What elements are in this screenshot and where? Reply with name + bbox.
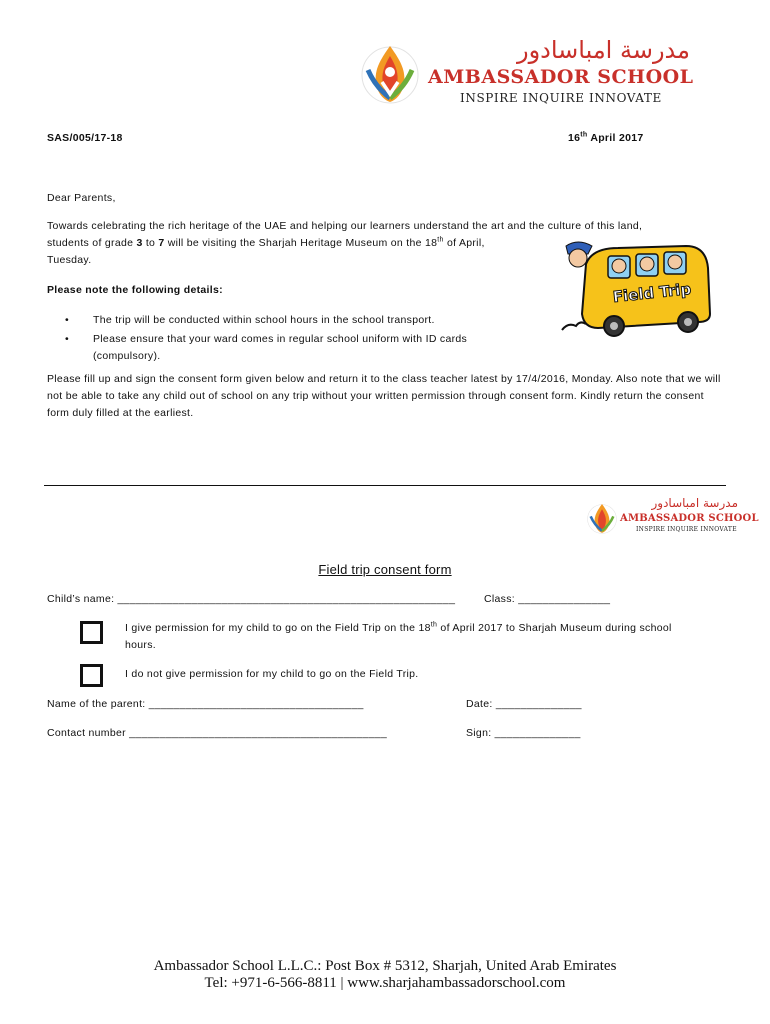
intro-text: of April, — [443, 237, 485, 249]
intro-line-1: Towards celebrating the rich heritage of the UAE and helping our learners understand the art and the culture of this land, — [47, 220, 643, 232]
intro-text: will be visiting the Sharjah Heritage Museum on the 18 — [164, 237, 438, 249]
flame-emblem-icon — [360, 42, 420, 108]
bullet: • — [65, 314, 69, 326]
date-field[interactable]: Date: ______________ — [466, 698, 582, 710]
date-suffix: th — [580, 131, 588, 139]
reference-number: SAS/005/17-18 — [47, 132, 123, 144]
permission-give-checkbox[interactable] — [80, 621, 103, 644]
intro-line-2 — [47, 235, 485, 252]
permission-deny-label: I do not give permission for my child to go on the Field Trip. — [125, 668, 419, 680]
class-field[interactable]: Class: _______________ — [484, 593, 611, 605]
school-tagline: INSPIRE INQUIRE INNOVATE — [636, 526, 737, 533]
cut-line — [44, 485, 726, 486]
intro-sup: th — [437, 236, 444, 244]
option-sup: th — [430, 621, 438, 629]
letter-date — [568, 130, 644, 147]
option-text: I give permission for my child to go on the Field Trip on the 18 — [125, 622, 431, 634]
date-rest: April 2017 — [590, 132, 644, 144]
school-logo-small — [586, 496, 759, 538]
contact-number-field[interactable]: Contact number __________________________________________ — [47, 727, 387, 739]
closing-paragraph: Please fill up and sign the consent form given below and return it to the class teacher latest by 17/4/2016, Monday. Also note that we will not be able to take any child out of school on any trip without your written permission through consent form. Kindly return the consent form duly filled at the earliest. — [47, 373, 721, 419]
permission-give-label — [125, 620, 672, 637]
school-logo — [360, 36, 700, 110]
intro-line-3: Tuesday. — [47, 254, 92, 266]
permission-deny-checkbox[interactable] — [80, 664, 103, 687]
footer-contact: Tel: +971-6-566-8811 | www.sharjahambassadorschool.com — [204, 975, 566, 991]
childs-name-field[interactable]: Child’s name: _______________________________________________________ — [47, 593, 456, 605]
detail-text: Please ensure that your ward comes in regular school uniform with ID cards (compulsory). — [93, 333, 468, 362]
school-arabic-name: مدرسة امباسادور — [651, 496, 738, 510]
school-name: AMBASSADOR SCHOOL — [620, 513, 759, 524]
details-list — [47, 312, 517, 365]
bus-sign: Field Trip — [612, 279, 692, 307]
school-name: AMBASSADOR SCHOOL — [428, 66, 694, 88]
flame-emblem-icon — [586, 502, 618, 536]
sign-field[interactable]: Sign: ______________ — [466, 727, 581, 739]
grade-to: 7 — [158, 237, 165, 249]
bullet: • — [65, 333, 69, 345]
option-text: of April 2017 to Sharjah Museum during school — [437, 622, 672, 634]
intro-text: students of grade — [47, 237, 137, 249]
salutation: Dear Parents, — [47, 192, 116, 204]
list-item — [47, 312, 517, 329]
grade-from: 3 — [136, 237, 143, 249]
field-trip-bus-illustration — [548, 234, 718, 344]
footer-address: Ambassador School L.L.C.: Post Box # 5312, Sharjah, United Arab Emirates — [153, 958, 617, 974]
school-tagline: INSPIRE INQUIRE INNOVATE — [460, 91, 662, 105]
permission-give-label-cont: hours. — [125, 639, 156, 651]
parent-name-field[interactable]: Name of the parent: ___________________________________ — [47, 698, 364, 710]
detail-text: The trip will be conducted within school hours in the school transport. — [93, 314, 435, 326]
date-day: 16 — [568, 132, 581, 144]
details-heading: Please note the following details: — [47, 284, 223, 296]
list-item — [47, 331, 517, 365]
form-title: Field trip consent form — [318, 562, 452, 577]
school-arabic-name: مدرسة امباسادور — [516, 36, 690, 64]
intro-text: to — [142, 237, 159, 249]
